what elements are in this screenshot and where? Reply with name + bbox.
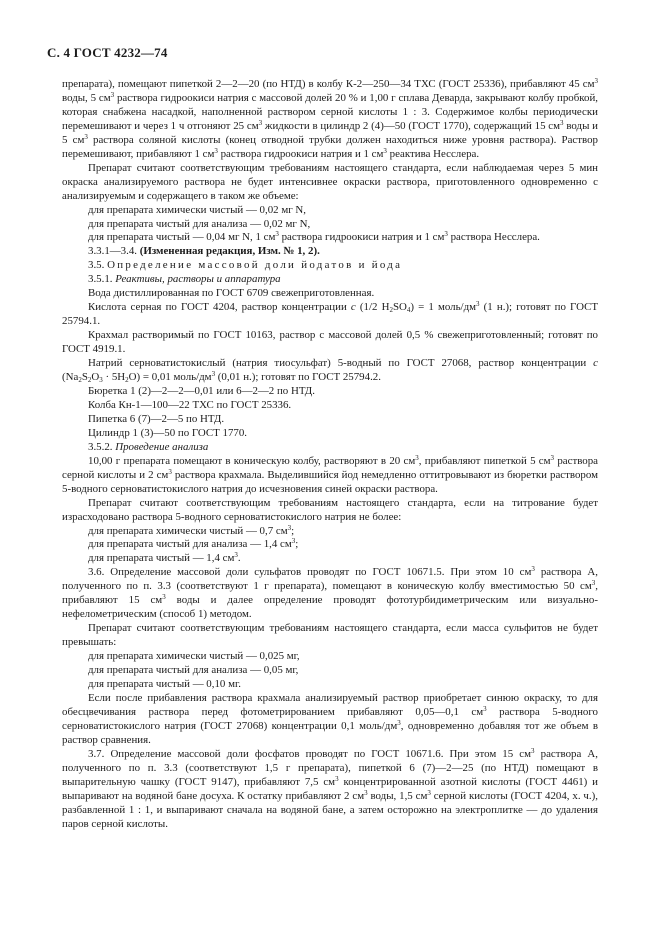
paragraph: 3.7. Определение массовой доли фосфатов проводят по ГОСТ 10671.6. При этом 15 $см^3$ раствора А, полученного по п. 3.3 (соответствуют 1,5 г препарата), пипеткой 6 (7)—2—25 (по НТД) помещают в выпарительную чашку (ГОСТ 9147), прибавляют 7,5 $см^3$ концентрированной азотной кислоты (ГОСТ 4461) и выпаривают на водяной бане досуха. К остатку прибавляют 2 $см^3$ воды, 1,5 $см^3$ серной кислоты (ГОСТ 4204, х. ч.), разбавленной 1 : 1, и выпаривают сначала на водяной бане, а затем осторожно на электроплитке — до удаления паров серной кислоты. — [62, 746, 598, 830]
paragraph: 3.3.1—3.4. (Измененная редакция, Изм. № 1, 2). — [88, 245, 320, 258]
paragraph: Если после прибавления раствора крахмала анализируемый раствор приобретает синюю окраску, то для обесцвечивания раствора перед фотометрированием прибавляют 0,05—0,1 $см^3$ раствора 5-водного серноватистокислого натрия (ГОСТ 27068) концентрации 0,1 моль/$дм^3$, одновременно добавляя тот же объем в раствор сравнения. — [62, 691, 598, 746]
paragraph: Крахмал растворимый по ГОСТ 10163, раствор с массовой долей 0,5 % свежеприготовленный; готовят по ГОСТ 4919.1. — [62, 329, 598, 356]
paragraph: Натрий серноватистокислый (натрия тиосульфат) 5-водный по ГОСТ 27068, раствор концентрации c $(Na_2S_2O_3 \cdot 5H_2O) = 0,01$ моль/$дм^3$ (0,01 н.); готовят по ГОСТ 25794.2. — [62, 357, 598, 385]
document-body — [62, 78, 598, 831]
paragraph: для препарата химически чистый — 0,02 мг N, — [88, 203, 307, 216]
paragraph: Бюретка 1 (2)—2—2—0,01 или 6—2—2 по НТД. — [88, 384, 315, 397]
paragraph: 3.5.2. Проведение анализа — [88, 440, 209, 453]
paragraph: 10,00 г препарата помещают в коническую колбу, растворяют в 20 $см^3$, прибавляют пипеткой 5 $см^3$ раствора серной кислоты и 2 $см^3$ раствора крахмала. Выделившийся йод немедленно оттитровывают из бюретки раствором 5-водного серноватистокислого натрия до исчезновения синей окраски раствора. — [62, 453, 598, 495]
paragraph: для препарата чистый — 1,4 $см^3$. — [88, 551, 241, 565]
paragraph: 3.5.1. Реактивы, растворы и аппаратура — [88, 273, 281, 286]
paragraph: для препарата химически чистый — 0,025 мг, — [88, 650, 300, 663]
paragraph: Кислота серная по ГОСТ 4204, раствор концентрации c (1/2 $H_2SO_4) = 1$ моль/$дм^3$ (1 н.); готовят по ГОСТ 25794.1. — [62, 300, 598, 328]
page-header: С. 4 ГОСТ 4232—74 — [47, 45, 168, 60]
paragraph: Препарат считают соответствующим требованиям настоящего стандарта, если на титрование будет израсходовано раствора 5-водного серноватистокислого натрия не более: — [62, 496, 598, 523]
paragraph: для препарата чистый для анализа — 1,4 $см^3$; — [88, 537, 299, 551]
paragraph: для препарата чистый — 0,04 мг N, 1 $см^3$ раствора гидроокиси натрия и 1 $см^3$ раствора Несслера. — [88, 230, 540, 244]
paragraph: Препарат считают соответствующим требованиям настоящего стандарта, если масса сульфитов не будет превышать: — [62, 622, 598, 649]
paragraph: Препарат считают соответствующим требованиям настоящего стандарта, если наблюдаемая через 5 мин окраска анализируемого раствора не будет интенсивнее окраски раствора, приготовленного одновременно с анализируемым и содержащего в таком же объеме: — [62, 161, 598, 202]
paragraph: Колба Кн-1—100—22 ТХС по ГОСТ 25336. — [88, 398, 292, 411]
paragraph: Цилиндр 1 (3)—50 по ГОСТ 1770. — [88, 426, 248, 439]
paragraph: для препарата чистый для анализа — 0,02 мг N, — [88, 217, 311, 230]
paragraph: для препарата чистый — 0,10 мг. — [88, 677, 241, 690]
paragraph: для препарата чистый для анализа — 0,05 мг, — [88, 664, 299, 677]
paragraph: препарата), помещают пипеткой 2—2—20 (по НТД) в колбу К-2—250—34 ТХС (ГОСТ 25336), прибавляют 45 $см^3$ воды, 5 $см^3$ раствора гидроокиси натрия с массовой долей 20 % и 1,00 г сплава Деварда, закрывают колбу пробкой, которая снабжена насадкой, наполненной раствором серной кислоты 1 : 3. Содержимое колбы периодически перемешивают и через 1 ч отгоняют 25 $см^3$ жидкости в цилиндр 2 (4)—50 (ГОСТ 1770), содержащий 15 $см^3$ воды и 5 $см^3$ раствора соляной кислоты (конец отводной трубки должен находиться ниже уровня раствора). Раствор перемешивают, прибавляют 1 $см^3$ раствора гидроокиси натрия и 1 $см^3$ реактива Несслера. — [62, 77, 598, 160]
paragraph: Пипетка 6 (7)—2—5 по НТД. — [88, 412, 225, 425]
paragraph: 3.6. Определение массовой доли сульфатов проводят по ГОСТ 10671.5. При этом 10 $см^3$ раствора А, полученного по п. 3.3 (соответствуют 1 г препарата), помещают в коническую колбу вместимостью 50 $см^3$, прибавляют 15 $см^3$ воды и далее определение проводят фототурбидиметрическим или визуально-нефелометрическим (способ 1) методом. — [62, 565, 599, 621]
paragraph: для препарата химически чистый — 0,7 $см^3$; — [88, 523, 295, 537]
paragraph: 3.5. Определение массовой доли йодатов и йода — [88, 259, 403, 272]
paragraph: Вода дистиллированная по ГОСТ 6709 свежеприготовленная. — [88, 287, 375, 300]
